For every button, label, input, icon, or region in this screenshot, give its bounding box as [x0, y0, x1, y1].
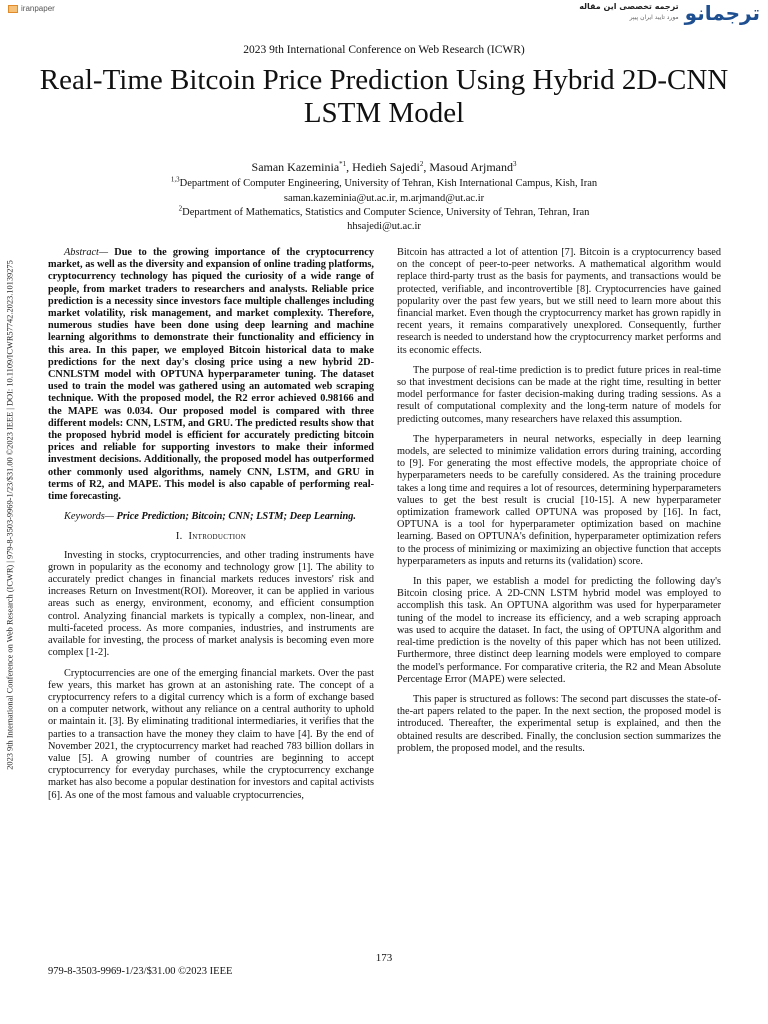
author-sup: *1 — [339, 160, 347, 168]
iranpaper-logo[interactable] — [8, 4, 55, 13]
paper-title: Real-Time Bitcoin Price Prediction Using Hybrid 2D-CNN LSTM Model — [39, 64, 729, 129]
page-number: 173 — [375, 952, 393, 964]
iranpaper-logo-text: iranpaper — [21, 4, 55, 13]
tarjomano-brand[interactable] — [579, 2, 760, 24]
affiliation-text: Department of Computer Engineering, University of Tehran, Kish International Campus, Kish, Iran — [179, 178, 598, 189]
right-column — [397, 247, 721, 763]
affiliation-sup: 1,3 — [170, 175, 180, 184]
author-name: Saman Kazeminia — [251, 160, 340, 174]
affiliation-2 — [0, 206, 768, 219]
left-column — [48, 247, 374, 810]
intro-paragraph-6: In this paper, we establish a model for predicting the following day's Bitcoin closing price. A 2D-CNN LSTM hybrid model was employed to accomplish this task. An OPTUNA algorithm was used for hyperparameter tuning of the model to increase its efficiency, and a web scraping approach was used to acquire the dataset. In fact, the using of OPTUNA algorithm and real-time prediction is the novelty of this paper which has not been utilized. Furthermore, three distinct deep learning models were employed to compare the model's performance. For comparative criteria, the R2 and Mean Absolute Percentage Error (MAPE) were selected. — [397, 576, 721, 685]
intro-paragraph-3: Bitcoin has attracted a lot of attention [7]. Bitcoin is a cryptocurrency based on the concept of peer-to-peer networks. A mathematical algorithm would replace third-party trust as the basis for payments, and transactions would be protected, verifiable, and incontrovertible [8]. Cryptocurrencies have gained popularity over the past few years, but we still need to learn more about this financial market. Even though the cryptocurrency market has grown rapidly in recent years, it remains comparatively unexplored. Consequently, further research is needed to understand how the cryptocurrency market performs and its economic effects. — [397, 247, 721, 356]
affiliation-1 — [0, 177, 768, 190]
conference-header: 2023 9th International Conference on Web Research (ICWR) — [243, 44, 525, 56]
section-number: I. — [175, 531, 183, 543]
intro-paragraph-2: Cryptocurrencies are one of the emerging financial markets. Over the past few years, this market has grown at an astonishing rate. The concept of a cryptocurrency refers to a digital currency which is a form of exchange based on a computer network, without any reliance on a central authority to uphold or maintain it. [3]. By eliminating traditional intermediaries, it verifies that the parties to a transaction have the money they claim to have [4]. By the end of November 2021, the cryptocurrency market had reached 783 billion dollars in value [5]. A growing number of countries are beginning to accept cryptocurrency for everyday purchases, while the cryptocurrency exchange market has also become a popular destination for investors and capital activists [6]. As one of the most famous and valuable cryptocurrencies, — [48, 667, 374, 801]
iranpaper-logo-icon — [8, 5, 18, 13]
side-doi-stamp — [3, 215, 17, 815]
affiliation-2-email: hhsajedi@ut.ac.ir — [347, 221, 421, 232]
intro-paragraph-7: This paper is structured as follows: The second part discusses the state-of-the-art papers related to the paper. In the next section, the proposed model is introduced. Thereafter, the experimental setup is explained, and then the obtained results are described. Finally, the conclusion section summarizes the problem, the proposed model, and the results. — [397, 693, 721, 754]
intro-paragraph-1: Investing in stocks, cryptocurrencies, and other trading instruments have grown in popularity as the economy and technology grow [1]. The ability to accurately predict changes in financial markets reduces investors' risk and increases Return on Investment(ROI). Moreover, it can be applied in various areas such as energy, environment, economy, and efficient consumption control. Analyzing financial markets is typically a complex, non-linear, and multi-faceted process. As more companies, industries, and instruments are available for investing, the process of market analysis is becoming even more complex [1-2]. — [48, 549, 374, 659]
affiliation-1-emails: saman.kazeminia@ut.ac.ir, m.arjmand@ut.ac.ir — [283, 193, 485, 204]
intro-paragraph-5: The hyperparameters in neural networks, especially in deep learning models, are selected to minimize validation errors during training, according to [9]. For generating the most effective models, the appropriate choice of hyperparameters needs to be carefully considered. As the training procedure takes a long time and requires a lot of resources, determining hyperparameters values to get the best result is crucial [10-15]. A new hyperparameter optimization framework called OPTUNA was proposed by [16]. In fact, OPTUNA is a tool for hyperparameter optimization based on machine learning. Based on OPTUNA's definition, hyperparameter optimization refers to the process of minimizing or maximizing an objective function that accepts hyperparameters as inputs and returns its (validation) score. — [397, 433, 721, 567]
author-name: Masoud Arjmand — [429, 160, 513, 174]
tarjomano-title: ترجمه تخصصی این مقاله — [579, 2, 679, 11]
abstract — [48, 247, 374, 503]
abstract-text: Due to the growing importance of the cryptocurrency market, as well as the diversity and expansion of online trading platforms, cryptocurrency technology has piqued the curiosity of a wide range of people, from market traders to researchers and analysts. Reliable price prediction is a necessity since investors face multiple challenges including market volatility, risk management, and market complexity. Therefore, numerous studies have been done using deep learning and machine learning algorithms to demonstrate their functionality and efficiency in this area. In this paper, we employed Bitcoin historical data to make predictions for the next day's closing price using a new hybrid 2D-CNNLSTM model with OPTUNA hyperparameter tuning. The dataset used to train the model was gathered using an automated web scraping technique. With the proposed model, the R2 error achieved 0.98166 and the MAPE was 0.034. Our proposed model is compared with three different models: CNN, LSTM, and GRU. The predicted results show that the proposed hybrid model is efficient for accurately predicting bitcoin prices and reliable for supporting investors to make their informed investment decisions. Additionally, the proposed model has outperformed other commonly used algorithms, namely CNN, LSTM, and GRU in terms of R2, and MAPE. This model is also capable of performing real-time forecasting. — [48, 247, 374, 503]
section-title: Introduction — [188, 531, 247, 543]
side-doi-text: 2023 9th International Conference on Web Research (ICWR) | 979-8-3503-9969-1/23/$31.00 ©2023 IEEE | DOI: 10.1109/ICWR57742.2023.10139275 — [5, 260, 15, 770]
author-sup: 3 — [512, 160, 517, 168]
affiliation-sup: 2 — [178, 204, 183, 213]
intro-paragraph-4: The purpose of real-time prediction is to predict future prices in real-time so that investment decisions can be made at the right time, resulting in better model performance for faster decision-making during trading sessions. As a result of computational complexity and the long-term nature of models for predicting outcomes, many researchers have relaxed this assumption. — [397, 364, 721, 425]
keywords — [48, 511, 374, 523]
keywords-text: Price Prediction; Bitcoin; CNN; LSTM; Deep Learning. — [116, 511, 356, 523]
abstract-label: Abstract— — [64, 247, 109, 258]
copyright-footer: 979-8-3503-9969-1/23/$31.00 ©2023 IEEE — [48, 966, 233, 977]
section-heading-introduction — [48, 531, 374, 543]
author-line: Saman Kazeminia$^{*1}$, Hedieh Sajedi$^2$, Masoud Arjmand$^3$ — [251, 160, 517, 174]
affiliation-text: Department of Mathematics, Statistics and Computer Science, University of Tehran, Tehran, Iran — [182, 207, 590, 218]
tarjomano-logo: ترجمانو — [684, 1, 760, 25]
tarjomano-tagline — [579, 2, 678, 21]
keywords-label: Keywords— — [64, 511, 114, 523]
author-name: Hedieh Sajedi — [352, 160, 420, 174]
author-sup: 2 — [419, 160, 424, 168]
tarjomano-subtitle: مورد تایید ایران پیپر — [629, 14, 679, 21]
